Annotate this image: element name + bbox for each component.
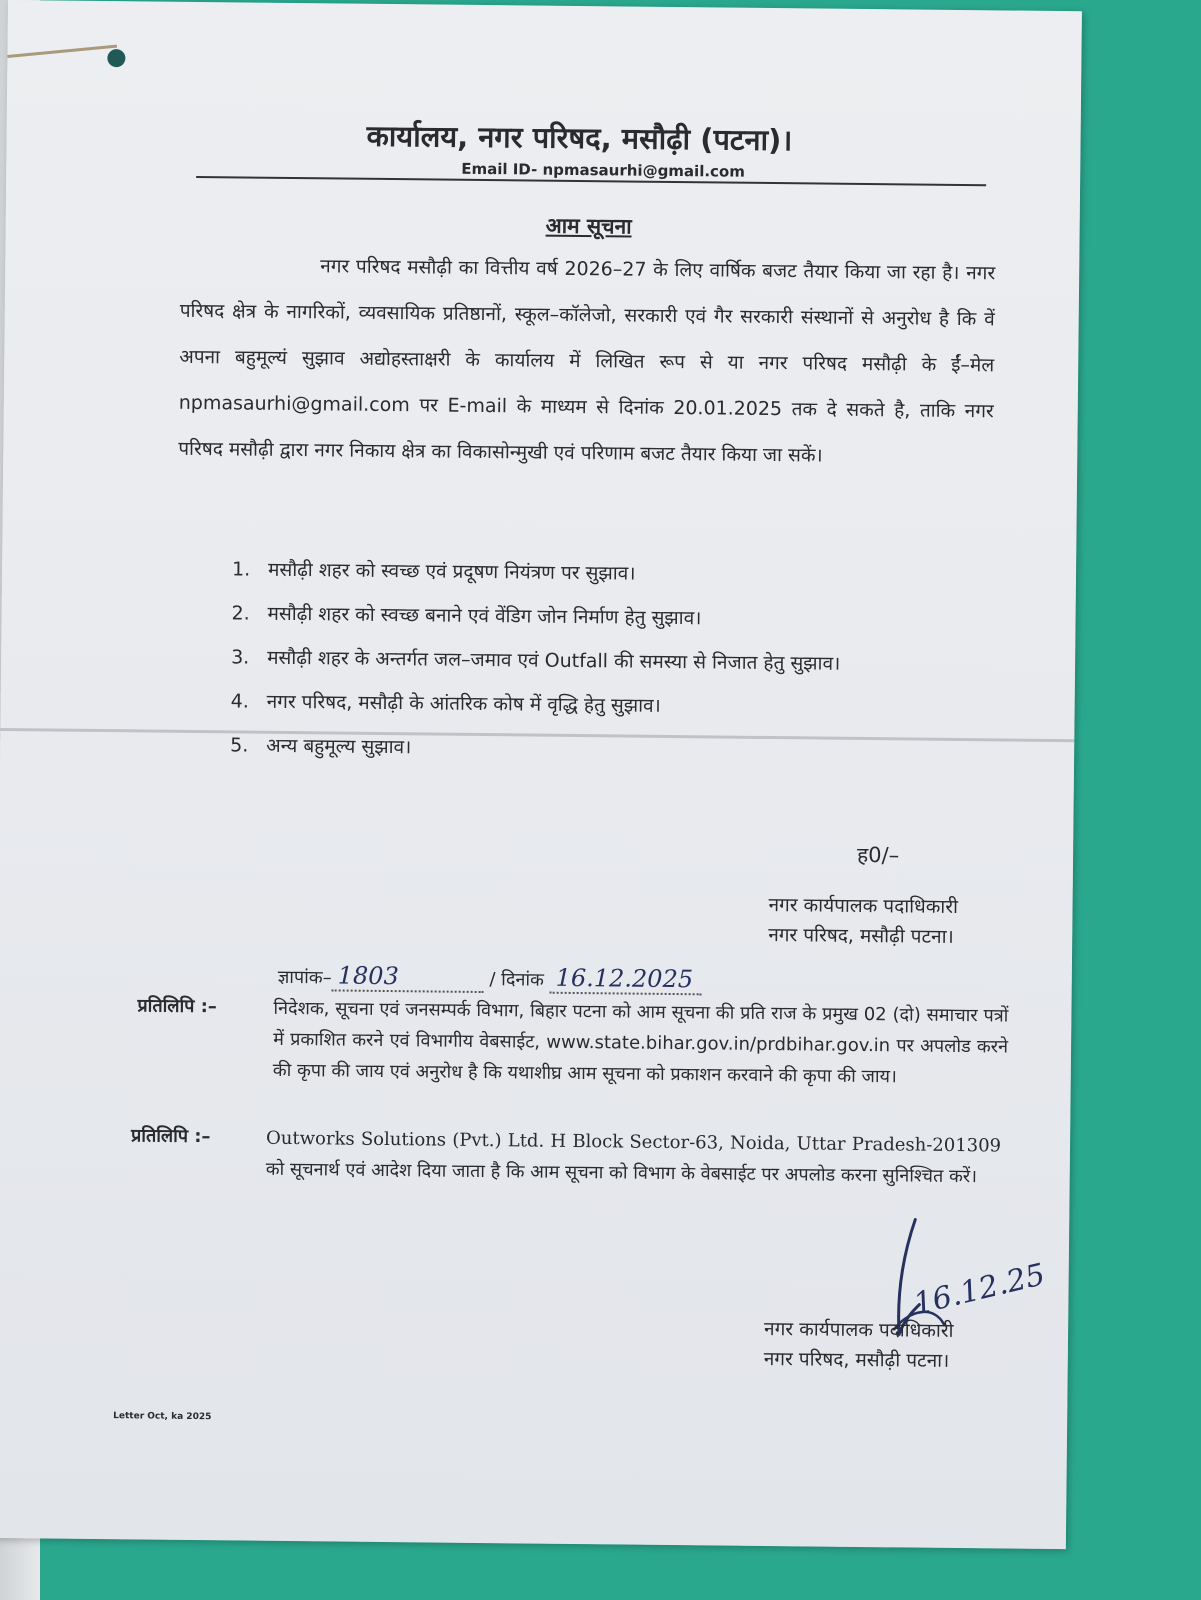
suggestion-item: 2. मसौढ़ी शहर को स्वच्छ बनाने एवं वेंडिग जोन निर्माण हेतु सुझाव।	[231, 602, 702, 630]
suggestion-item: 4. नगर परिषद, मसौढ़ी के आंतरिक कोष में वृद्धि हेतु सुझाव।	[230, 690, 661, 717]
file-tag-string	[7, 45, 117, 58]
signatory-office: नगर परिषद, मसौढ़ी पटना।	[763, 1347, 950, 1372]
file-tag-knot	[107, 49, 125, 67]
office-title: कार्यालय, नगर परिषद, मसौढ़ी (पटना)।	[366, 118, 793, 158]
memo-line	[278, 961, 702, 995]
memo-date: 16.12.2025	[549, 964, 701, 996]
copy-label-1: प्रतिलिपि :–	[137, 995, 217, 1018]
notice-paragraph: नगर परिषद मसौढ़ी का वित्तीय वर्ष 2026–27 के लिए वार्षिक बजट तैयार किया जा रहा है। नगर परिषद क्षेत्र के नागरिकों, व्यवसायिक प्रतिष्ठानों, स्कूल–कॉलेजो, सरकारी एवं गैर सरकारी संस्थानों से अनुरोध है कि वें अपना बहुमूल्यं सुझाव अद्योहस्ताक्षरी के कार्यालय में लिखित रूप से या नगर परिषद मसौढ़ी के ईं–मेल npmasaurhi@gmail.com पर E-mail के माध्यम से दिनांक 20.01.2025 तक दे सकते है, ताकि नगर परिषद मसौढ़ी द्वारा नगर निकाय क्षेत्र का विकासोन्मुखी एवं परिणाम बजट तैयार किया जा सकें।	[178, 255, 996, 467]
copy-label-2: प्रतिलिपि :–	[131, 1125, 211, 1148]
signature-handwritten-date: 16.12.25	[910, 1257, 1049, 1323]
copy-text-2: Outworks Solutions (Pvt.) Ltd. H Block Sector-63, Noida, Uttar Pradesh-201309 को सूचनार्थ एवं आदेश दिया जाता है कि आम सूचना को विभाग के वेबसाईट पर अपलोड करना सुनिश्चित करें।	[265, 1127, 1002, 1188]
office-email: Email ID- npmasaurhi@gmail.com	[461, 159, 746, 181]
memo-label: ज्ञापांक–	[277, 966, 332, 989]
memo-number: 1803	[332, 961, 484, 993]
suggestion-item: 5. अन्य बहुमूल्य सुझाव।	[230, 734, 412, 759]
signatory-office: नगर परिषद, मसौढ़ी पटना।	[768, 924, 954, 948]
suggestion-list	[230, 550, 1002, 778]
notice-heading: आम सूचना	[545, 213, 632, 239]
footer-note: Letter Oct, ka 2025	[113, 1411, 212, 1423]
signatory-designation: नगर कार्यपालक पदाधिकारी	[768, 894, 959, 918]
signatory-designation: नगर कार्यपालक पदाधिकारी	[764, 1317, 954, 1342]
suggestion-item: 1. मसौढ़ी शहर को स्वच्छ एवं प्रदूषण नियंत्रण पर सुझाव।	[231, 558, 636, 585]
signatory-block-1	[768, 890, 958, 952]
memo-date-label: / दिनांक	[489, 969, 545, 991]
copy-text-1: निदेशक, सूचना एवं जनसम्पर्क विभाग, बिहार पटना को आम सूचना की प्रति राज के प्रमुख 02 (दो) समाचार पत्रों में प्रकाशित करने एवं विभागीय वेबसाईट, www.state.bihar.gov.in/prdbihar.gov.in पर अपलोड करने की कृपा की जाय एवं अनुरोध है कि यथाशीघ्र आम सूचना को प्रकाशन करवाने की कृपा की जाय।	[272, 997, 1009, 1088]
signatory-block-2	[764, 1314, 954, 1376]
suggestion-item: 3. मसौढ़ी शहर के अन्तर्गत जल–जमाव एवं Outfall की समस्या से निजात हेतु सुझाव।	[231, 646, 841, 675]
signature-ho-mark: ह0/–	[856, 842, 900, 868]
